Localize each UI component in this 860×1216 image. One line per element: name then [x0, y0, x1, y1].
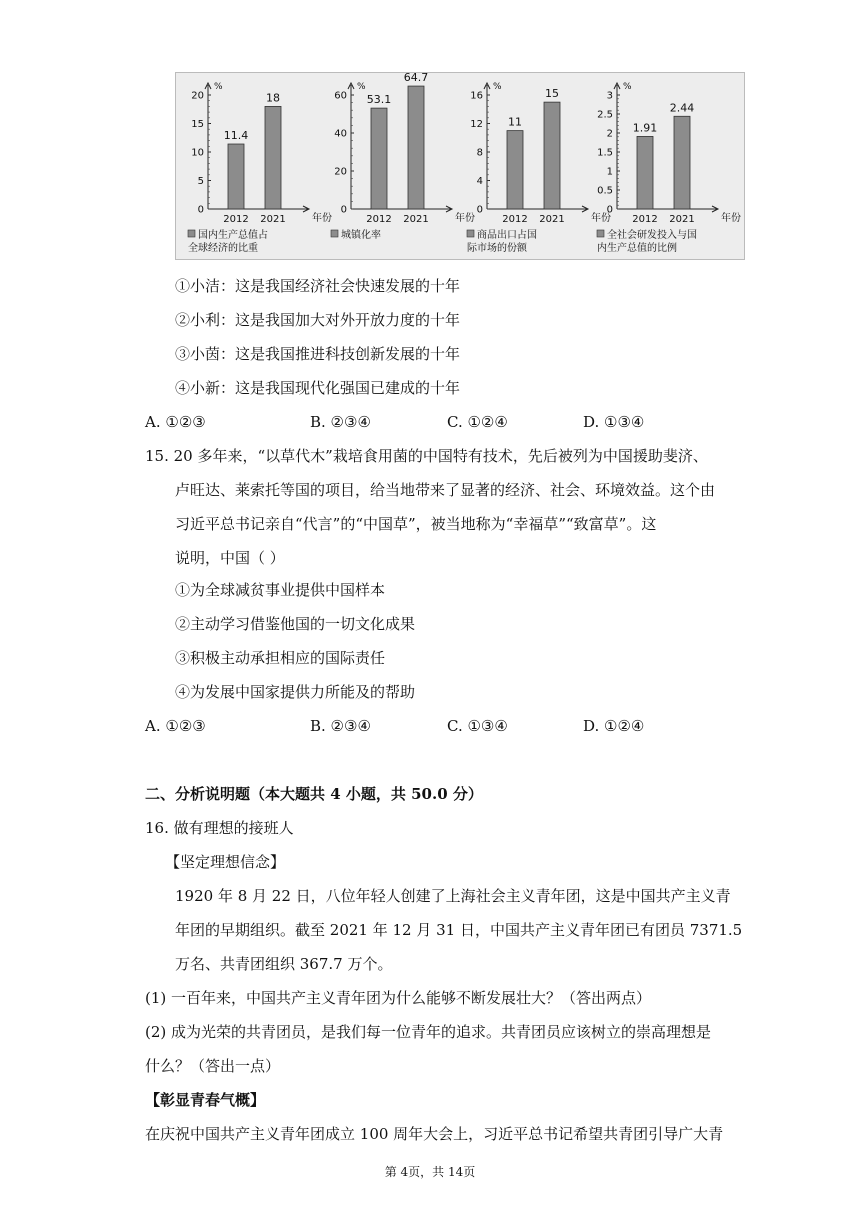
unit-label: % — [357, 82, 366, 92]
y-tick-label: 2 — [606, 128, 613, 140]
x-tick-label: 2021 — [539, 214, 565, 225]
q16-question-2a: (2) 成为光荣的共青团员，是我们每一位青年的追求。共青团员应该树立的崇高理想是 — [145, 1023, 712, 1041]
x-tick-label: 2012 — [366, 214, 392, 225]
x-tick-label: 2021 — [669, 214, 695, 225]
x-unit-label: 年份 — [455, 213, 475, 224]
q16-last-line: 在庆祝中国共产主义青年团成立 100 周年大会上，习近平总书记希望共青团引导广大青 — [145, 1125, 724, 1143]
bar — [408, 86, 424, 209]
q15-statement-2: ②主动学习借鉴他国的一切文化成果 — [175, 615, 416, 633]
bar-value-label: 15 — [545, 87, 559, 101]
y-tick-label: 40 — [334, 128, 347, 140]
legend-label: 国内生产总值占 — [198, 230, 268, 241]
q14-option-d: D. ①③④ — [583, 413, 645, 431]
q15-statement-3: ③积极主动承担相应的国际责任 — [175, 649, 386, 667]
y-tick-label: 20 — [334, 166, 347, 178]
x-tick-label: 2012 — [632, 214, 658, 225]
q15-option-c: C. ①③④ — [447, 717, 508, 735]
q15-line-2: 卢旺达、莱索托等国的项目，给当地带来了显著的经济、社会、环境效益。这个由 — [175, 481, 716, 499]
x-tick-label: 2021 — [403, 214, 429, 225]
y-tick-label: 4 — [476, 176, 483, 187]
q16-question-2b: 什么？（答出一点） — [145, 1057, 281, 1075]
unit-label: % — [214, 82, 223, 92]
bar-value-label: 11 — [508, 115, 522, 129]
legend-label: 全社会研发投入与国 — [607, 230, 697, 241]
bar — [228, 144, 244, 209]
q15-option-b: B. ②③④ — [310, 717, 371, 735]
bar — [265, 106, 281, 209]
bar-value-label: 1.91 — [632, 121, 658, 135]
x-unit-label: 年份 — [591, 213, 611, 224]
bar — [674, 116, 690, 209]
q14-statement-3: ③小茵：这是我国推进科技创新发展的十年 — [175, 345, 461, 363]
q16-paragraph-2: 年团的早期组织。截至 2021 年 12 月 31 日，中国共产主义青年团已有团员 7371.5 — [175, 921, 743, 939]
x-tick-label: 2021 — [260, 214, 286, 225]
q16-question-1: (1) 一百年来，中国共产主义青年团为什么能够不断发展壮大？（答出两点） — [145, 989, 652, 1007]
y-tick-label: 0.5 — [597, 185, 613, 197]
y-tick-label: 1.5 — [597, 147, 613, 159]
bar-charts — [176, 73, 744, 259]
bar-value-label: 11.4 — [223, 129, 249, 143]
y-tick-label: 5 — [197, 176, 204, 187]
q15-statement-4: ④为发展中国家提供力所能及的帮助 — [175, 683, 416, 701]
y-tick-label: 1 — [606, 166, 613, 178]
legend-swatch — [597, 230, 604, 237]
unit-label: % — [493, 82, 502, 92]
unit-label: % — [623, 82, 632, 92]
section-title: 二、分析说明题（本大题共 4 小题，共 50.0 分） — [145, 785, 483, 803]
y-tick-label: 0 — [340, 204, 347, 216]
legend-label: 内生产总值的比例 — [597, 243, 677, 254]
y-tick-label: 20 — [191, 90, 204, 102]
y-tick-label: 10 — [191, 147, 204, 159]
statistics-figure — [175, 72, 745, 260]
bar — [637, 136, 653, 209]
q14-statement-4: ④小新：这是我国现代化强国已建成的十年 — [175, 379, 461, 397]
q15-option-a: A. ①②③ — [145, 717, 206, 735]
y-tick-label: 0 — [476, 204, 483, 216]
y-tick-label: 3 — [606, 90, 613, 102]
y-tick-label: 0 — [606, 204, 613, 216]
y-tick-label: 8 — [476, 147, 483, 159]
legend-swatch — [467, 230, 474, 237]
q15-line-1: 15. 20 多年来，“以草代木”栽培食用菌的中国特有技术，先后被列为中国援助斐济、 — [145, 447, 708, 465]
bar — [507, 131, 523, 209]
q14-option-a: A. ①②③ — [145, 413, 206, 431]
y-tick-label: 0 — [197, 204, 204, 216]
bar-value-label: 64.7 — [403, 73, 429, 85]
legend-label: 商品出口占国 — [477, 230, 537, 241]
q14-option-b: B. ②③④ — [310, 413, 371, 431]
y-tick-label: 15 — [191, 119, 204, 130]
x-unit-label: 年份 — [721, 213, 741, 224]
legend-label: 际市场的份额 — [467, 243, 527, 254]
q15-option-d: D. ①②④ — [583, 717, 645, 735]
q15-line-3: 习近平总书记亲自“代言”的“中国草”，被当地称为“幸福草”“致富草”。这 — [175, 515, 657, 533]
y-tick-label: 12 — [470, 119, 483, 130]
bar-value-label: 2.44 — [669, 101, 695, 115]
x-tick-label: 2012 — [502, 214, 528, 225]
y-tick-label: 60 — [334, 90, 347, 102]
q15-line-4: 说明，中国（ ） — [175, 549, 285, 567]
q14-statement-1: ①小洁：这是我国经济社会快速发展的十年 — [175, 277, 461, 295]
bar — [371, 108, 387, 209]
q16-title: 16. 做有理想的接班人 — [145, 819, 294, 837]
bar-value-label: 53.1 — [366, 93, 392, 107]
q16-subheading-1: 【坚定理想信念】 — [165, 853, 286, 871]
q14-option-c: C. ①②④ — [447, 413, 508, 431]
page-footer: 第 4页，共 14页 — [384, 1165, 476, 1179]
bar — [544, 102, 560, 209]
legend-swatch — [188, 230, 195, 237]
bar-value-label: 18 — [266, 91, 280, 105]
q15-statement-1: ①为全球减贫事业提供中国样本 — [175, 581, 386, 599]
legend-swatch — [331, 230, 338, 237]
y-tick-label: 16 — [470, 90, 483, 102]
q16-paragraph-1: 1920 年 8 月 22 日，八位年轻人创建了上海社会主义青年团，这是中国共产主义青 — [175, 887, 731, 905]
q16-subheading-2: 【彰显青春气概】 — [145, 1091, 266, 1109]
q16-paragraph-3: 万名、共青团组织 367.7 万个。 — [175, 955, 393, 973]
q14-statement-2: ②小利：这是我国加大对外开放力度的十年 — [175, 311, 461, 329]
x-tick-label: 2012 — [223, 214, 249, 225]
legend-label: 城镇化率 — [341, 230, 381, 241]
legend-label: 全球经济的比重 — [188, 243, 258, 254]
y-tick-label: 2.5 — [597, 109, 613, 121]
x-unit-label: 年份 — [312, 213, 332, 224]
